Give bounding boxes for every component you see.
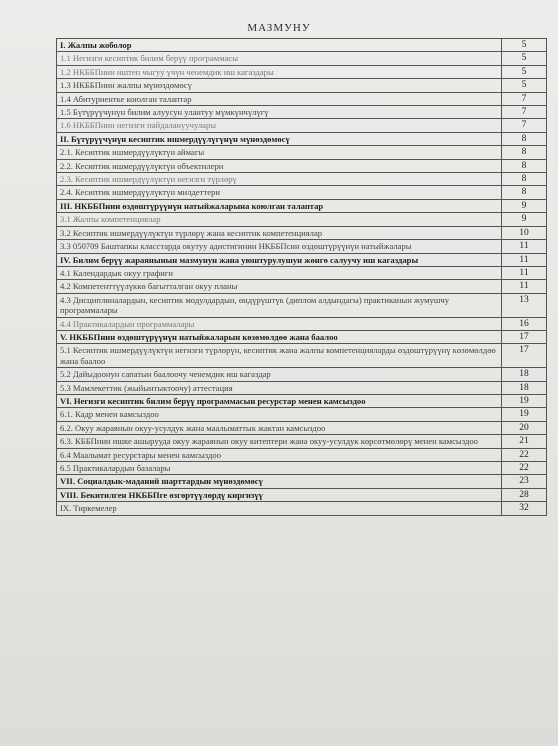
toc-row — [57, 435, 547, 448]
toc-entry-title: 3.2 Кесиптик ишмердүүлүктүн түрлөрү жана кесиптик компетенциялар — [57, 226, 502, 239]
toc-page-number: 16 — [502, 317, 547, 330]
toc-entry-title: IX. Тиркемелер — [57, 502, 502, 515]
toc-page-number: 8 — [502, 173, 547, 186]
toc-entry-title: 6.2. Окуу жараянын окуу-усулдук жана маалыматтык жактан камсыздоо — [57, 421, 502, 434]
toc-page-number: 10 — [502, 226, 547, 239]
toc-page-number: 32 — [502, 502, 547, 515]
toc-row — [57, 106, 547, 119]
toc-page-number: 20 — [502, 421, 547, 434]
toc-page-number: 28 — [502, 488, 547, 501]
toc-row — [57, 173, 547, 186]
toc-entry-title: 1.4 Абитуриентке коюлган талаптар — [57, 92, 502, 105]
toc-entry-title: 4.3 Дисциплиналардын, кесиптик модулдардын, өндүрүштүк (диплом алдындагы) практиканын жумушчу программалары — [57, 293, 502, 317]
toc-entry-title: 2.1. Кесиптик ишмердүүлүктүн аймагы — [57, 146, 502, 159]
toc-row — [57, 52, 547, 65]
toc-entry-title: 1.5 Бүтүрүүчүнүн билим алуусун улантуу мүмкүнчүлүгү — [57, 106, 502, 119]
toc-page-number: 7 — [502, 106, 547, 119]
toc-entry-title: 1.1 Негизги кесиптик билим берүү программасы — [57, 52, 502, 65]
toc-entry-title: 6.1. Кадр менен камсыздоо — [57, 408, 502, 421]
toc-page-number: 8 — [502, 146, 547, 159]
toc-row — [57, 65, 547, 78]
toc-entry-title: 2.2. Кесиптик ишмердүүлүктүн объектилери — [57, 159, 502, 172]
toc-row — [57, 132, 547, 145]
toc-entry-title: V. НКББПнин өздөштүрүүнүн натыйжаларын көзөмөлдөө жана баалоо — [57, 330, 502, 343]
toc-row — [57, 213, 547, 226]
toc-row — [57, 280, 547, 293]
document-title: МАЗМУНУ — [247, 22, 311, 34]
toc-page-number: 5 — [502, 52, 547, 65]
toc-row — [57, 293, 547, 317]
toc-entry-title: 2.3. Кесиптик ишмердүүлүктүн негизги түрлөрү — [57, 173, 502, 186]
toc-row — [57, 330, 547, 343]
toc-row — [57, 39, 547, 52]
toc-row — [57, 394, 547, 407]
toc-entry-title: 6.5 Практикалардын базалары — [57, 462, 502, 475]
toc-page-number: 17 — [502, 344, 547, 368]
toc-row — [57, 159, 547, 172]
toc-page-number: 8 — [502, 132, 547, 145]
toc-entry-title: 1.6 НКББПнин негизги пайдалануучулары — [57, 119, 502, 132]
toc-entry-title: 5.1 Кесиптик ишмердүүлүктүн негизги түрлөрүн, кесиптик жана жалпы компетенцияларды өздөштүрүүнү көзөмөлдөө жана баалоо — [57, 344, 502, 368]
toc-page-number: 7 — [502, 119, 547, 132]
toc-row — [57, 92, 547, 105]
toc-row — [57, 475, 547, 488]
toc-entry-title: 1.2 НКББПнин иштеп чыгуу үчүн ченемдик иш кагаздары — [57, 65, 502, 78]
toc-row — [57, 344, 547, 368]
toc-page-number: 8 — [502, 186, 547, 199]
toc-row — [57, 448, 547, 461]
toc-entry-title: II. Бүтүрүүчүнүн кесиптик ишмердүүлүгүнүн мүнөздөмөсү — [57, 132, 502, 145]
toc-page-number: 18 — [502, 368, 547, 381]
toc-row — [57, 502, 547, 515]
toc-entry-title: 4.2 Компетенттүүлүккө багытталган окуу планы — [57, 280, 502, 293]
toc-page-number: 5 — [502, 39, 547, 52]
toc-page-number: 22 — [502, 448, 547, 461]
toc-entry-title: 6.4 Маалымат ресурстары менен камсыздоо — [57, 448, 502, 461]
toc-row — [57, 421, 547, 434]
toc-entry-title: IV. Билим берүү жараянынын мазмунун жана уюштурулушун жөнгө салуучу иш кагаздары — [57, 253, 502, 266]
toc-page-number: 23 — [502, 475, 547, 488]
toc-entry-title: VI. Негизги кесиптик билим берүү программасын ресурстар менен камсыздоо — [57, 394, 502, 407]
toc-row — [57, 381, 547, 394]
toc-page-number: 19 — [502, 408, 547, 421]
toc-entry-title: III. НКББПнин өздөштүрүүнүн натыйжаларына коюлган талаптар — [57, 199, 502, 212]
toc-page-number: 7 — [502, 92, 547, 105]
toc-row — [57, 146, 547, 159]
toc-page-number: 19 — [502, 394, 547, 407]
toc-page-number: 5 — [502, 65, 547, 78]
toc-entry-title: 5.3 Мамлекеттик (жыйынтыктоочу) аттестация — [57, 381, 502, 394]
toc-row — [57, 368, 547, 381]
toc-entry-title: I. Жалпы жоболор — [57, 39, 502, 52]
toc-entry-title: 3.1 Жалпы компетенциялар — [57, 213, 502, 226]
toc-page-number: 13 — [502, 293, 547, 317]
toc-page-number: 18 — [502, 381, 547, 394]
toc-page-number: 8 — [502, 159, 547, 172]
toc-row — [57, 119, 547, 132]
toc-page-number: 11 — [502, 266, 547, 279]
toc-row — [57, 79, 547, 92]
toc-entry-title: 1.3 НКББПнин жалпы мүнөздөмөсү — [57, 79, 502, 92]
toc-page-number: 11 — [502, 240, 547, 253]
toc-row — [57, 266, 547, 279]
toc-row — [57, 240, 547, 253]
toc-page-number: 17 — [502, 330, 547, 343]
toc-entry-title: VII. Социалдык-маданий шарттардын мүнөздөмөсү — [57, 475, 502, 488]
toc-page-number: 9 — [502, 213, 547, 226]
toc-row — [57, 186, 547, 199]
toc-row — [57, 317, 547, 330]
toc-page-number: 5 — [502, 79, 547, 92]
toc-entry-title: 4.1 Календардык окуу графиги — [57, 266, 502, 279]
toc-row — [57, 408, 547, 421]
toc-page-number: 9 — [502, 199, 547, 212]
toc-page-number: 11 — [502, 280, 547, 293]
toc-entry-title: 4.4 Практикалардын программалары — [57, 317, 502, 330]
toc-entry-title: 3.3 050709 Баштапкы класстарда окутуу адистигинин НКББПсин өздөштүрүүнүн натыйжалары — [57, 240, 502, 253]
toc-page-number: 22 — [502, 462, 547, 475]
toc-entry-title: VIII. Бекитилген НКББПге өзгөртүүлөрдү киргизүү — [57, 488, 502, 501]
toc-row — [57, 488, 547, 501]
toc-entry-title: 5.2 Дайыдоонун сапатын баалоочу ченемдик иш кагаздар — [57, 368, 502, 381]
toc-row — [57, 199, 547, 212]
toc-row — [57, 462, 547, 475]
toc-page-number: 21 — [502, 435, 547, 448]
toc-page-number: 11 — [502, 253, 547, 266]
toc-entry-title: 2.4. Кесиптик ишмердүүлүктүн милдеттери — [57, 186, 502, 199]
toc-row — [57, 226, 547, 239]
toc-entry-title: 6.3. КББПнин ишке ашырууда окуу жараянын окуу китептери жана окуу-усулдук көрсөтмөлөрү менен камсыздоо — [57, 435, 502, 448]
toc-row — [57, 253, 547, 266]
table-of-contents — [56, 38, 547, 516]
